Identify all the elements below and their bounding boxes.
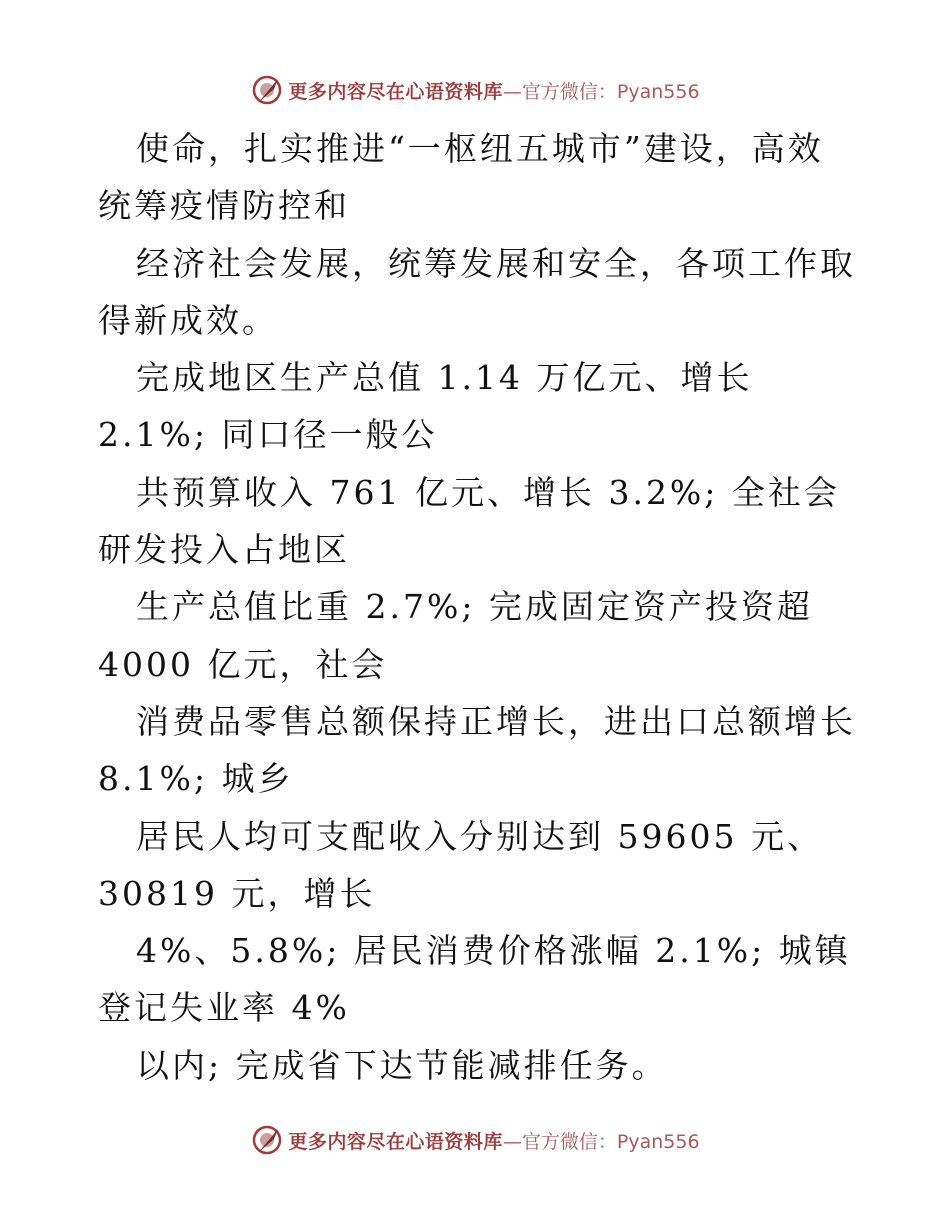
paragraph: 生产总值比重 2.7%; 完成固定资产投资超 4000 亿元，社会	[98, 587, 827, 684]
quill-logo-icon	[250, 1123, 284, 1157]
banner-title: 更多内容尽在心语资料库	[288, 1130, 503, 1153]
document-body	[98, 120, 870, 1094]
paragraph: 居民人均可支配收入分别达到 59605 元、30819 元，增长	[98, 816, 823, 913]
header-watermark-banner	[0, 70, 950, 110]
paragraph: 使命，扎实推进“一枢纽五城市”建设，高效统筹疫情防控和	[98, 129, 824, 226]
footer-watermark-banner	[0, 1120, 950, 1160]
paragraph: 消费品零售总额保持正增长，进出口总额增长 8.1%; 城乡	[98, 701, 870, 799]
paragraph: 以内; 完成省下达节能减排任务。	[136, 1045, 668, 1085]
paragraph: 共预算收入 761 亿元、增长 3.2%; 全社会研发投入占地区	[98, 472, 840, 570]
paragraph: 4%、5.8%; 居民消费价格涨幅 2.1%; 城镇登记失业率 4%	[98, 931, 851, 1028]
paragraph: 完成地区生产总值 1.14 万亿元、增长 2.1%; 同口径一般公	[98, 358, 766, 455]
quill-logo-icon	[250, 73, 284, 107]
banner-suffix: —官方微信：Pyan556	[502, 80, 700, 103]
paragraph: 经济社会发展，统筹发展和安全，各项工作取得新成效。	[98, 243, 856, 340]
banner-suffix: —官方微信：Pyan556	[502, 1130, 700, 1153]
banner-title: 更多内容尽在心语资料库	[288, 80, 503, 103]
